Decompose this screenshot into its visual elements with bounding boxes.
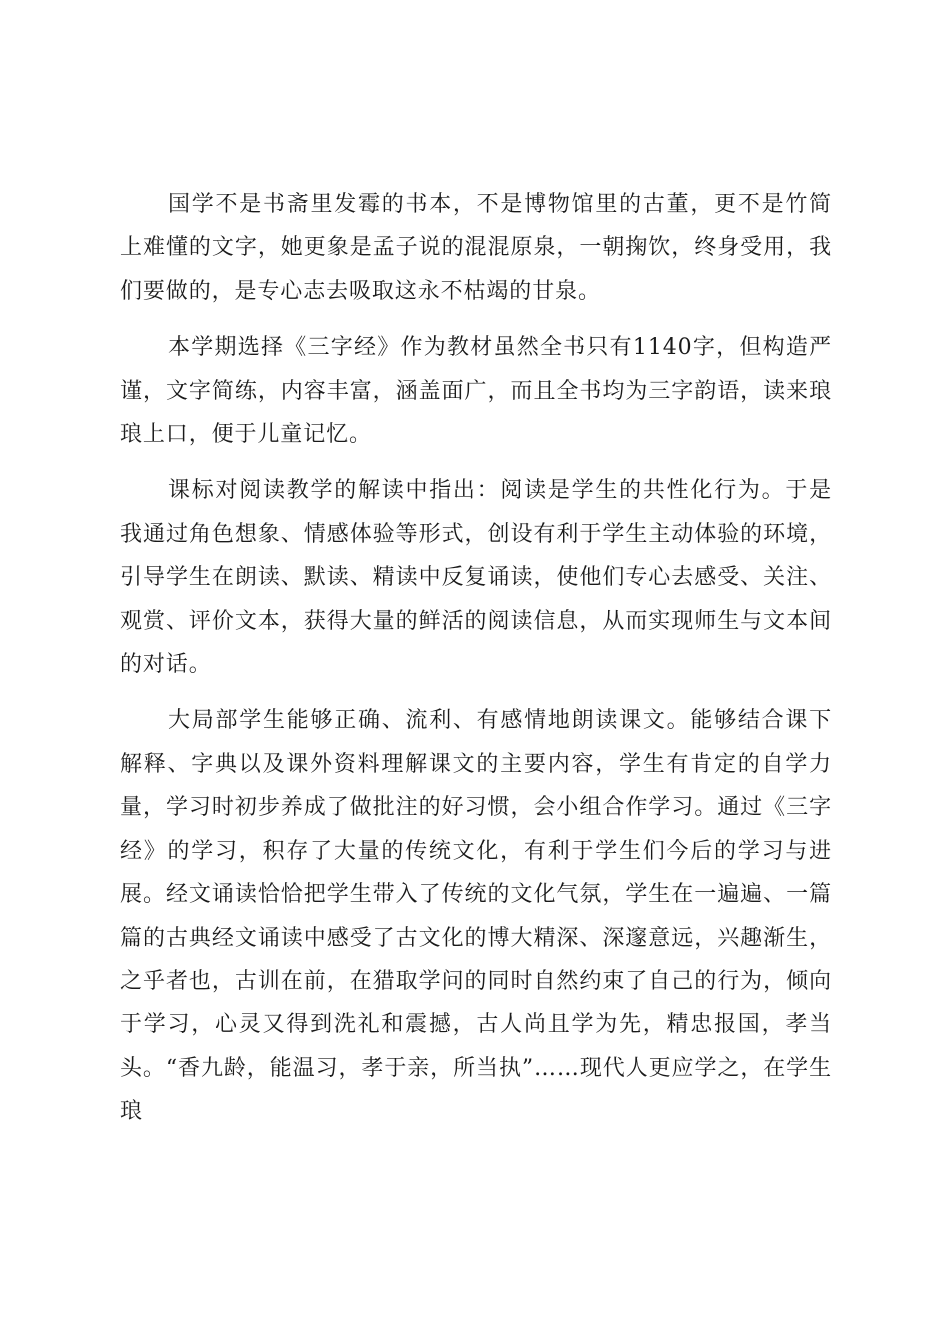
paragraph-2: 本学期选择《三字经》作为教材虽然全书只有1140字，但构造严谨，文字简练，内容丰富，涵盖面广，而且全书均为三字韵语，读来琅琅上口，便于儿童记忆。	[120, 335, 832, 448]
paragraph-1: 国学不是书斋里发霉的书本，不是博物馆里的古董，更不是竹简上难懂的文字，她更象是孟子说的混混原泉，一朝掬饮，终身受用，我们要做的，是专心志去吸取这永不枯竭的甘泉。	[120, 192, 832, 304]
document-body	[120, 183, 832, 1147]
paragraph-3: 课标对阅读教学的解读中指出：阅读是学生的共性化行为。于是我通过角色想象、情感体验等形式，创设有利于学生主动体验的环境，引导学生在朗读、默读、精读中反复诵读，使他们专心去感受、关注、观赏、评价文本，获得大量的鲜活的阅读信息，从而实现师生与文本间的对话。	[120, 478, 832, 678]
paragraph-4: 大局部学生能够正确、流利、有感情地朗读课文。能够结合课下解释、字典以及课外资料理解课文的主要内容，学生有肯定的自学力量，学习时初步养成了做批注的好习惯，会小组合作学习。通过《三字经》的学习，积存了大量的传统文化，有利于学生们今后的学习与进展。经文诵读恰恰把学生带入了传统的文化气氛，学生在一遍遍、一篇篇的古典经文诵读中感受了古文化的博大精深、深邃意远，兴趣渐生，之乎者也，古训在前，在猎取学问的同时自然约束了自己的行为，倾向于学习，心灵又得到洗礼和震撼，古人尚且学为先，精忠报国，孝当头。“香九龄，能温习，孝于亲，所当执”……现代人更应学之，在学生琅	[120, 708, 832, 1125]
